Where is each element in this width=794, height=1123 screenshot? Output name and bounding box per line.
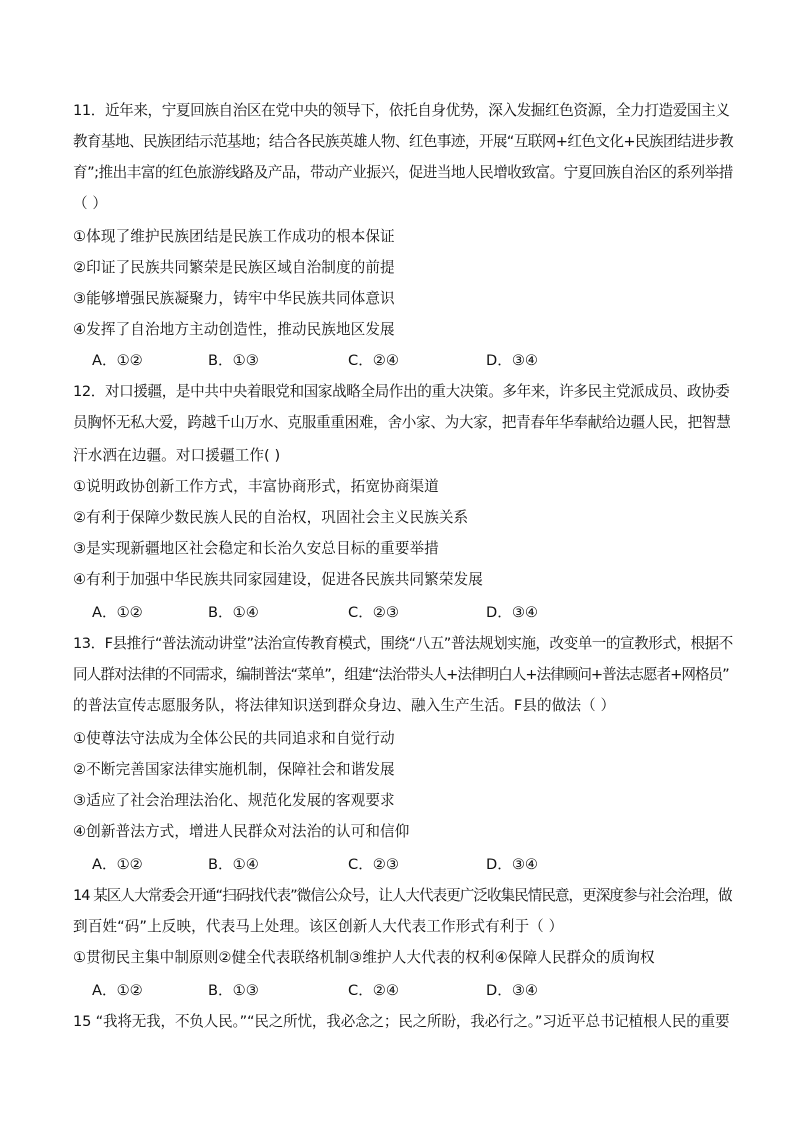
statement-4: ④创新普法方式，增进人民群众对法治的认可和信仰 <box>73 823 410 840</box>
question-stem-line: 汗水洒在边疆。对口援疆工作( ) <box>73 447 281 464</box>
statement-4: ④有利于加强中华民族共同家园建设，促进各民族共同繁荣发展 <box>73 571 483 588</box>
question-stem-line: 13．F县推行“普法流动讲堂”法治宣传教育模式，围绕“八五”普法规划实施，改变单一的宣教形式，根据不 <box>73 635 733 652</box>
question-stem-line: 12．对口援疆，是中共中央着眼党和国家战略全局作出的重大决策。多年来，许多民主党派成员、政协委 <box>73 383 730 400</box>
question-stem-line: 14 某区人大常委会开通“扫码找代表”微信公众号，让人大代表更广泛收集民情民意，更深度参与社会治理，做 <box>73 887 732 904</box>
question-stem-line: 员胸怀无私大爱，跨越千山万水、克服重重困难，舍小家、为大家，把青春年华奉献给边疆人民，把智慧 <box>73 414 731 431</box>
option-a[interactable]: A．①② <box>92 982 143 999</box>
statement-2: ②不断完善国家法律实施机制，保障社会和谐发展 <box>73 761 395 778</box>
option-b[interactable]: B．①③ <box>208 982 259 999</box>
options-row <box>92 981 732 1001</box>
option-a[interactable]: A．①② <box>92 604 143 621</box>
statement-1: ①体现了维护民族团结是民族工作成功的根本保证 <box>73 228 395 245</box>
option-d[interactable]: D．③④ <box>486 982 538 999</box>
statement-2: ②有利于保障少数民族人民的自治权，巩固社会主义民族关系 <box>73 509 469 526</box>
statement-1: ①使尊法守法成为全体公民的共同追求和自觉行动 <box>73 730 395 747</box>
answer-bracket: （ ） <box>73 195 108 212</box>
statement-2: ②印证了民族共同繁荣是民族区域自治制度的前提 <box>73 259 395 276</box>
question-stem-line: 15 “我将无我，不负人民。”“民之所忧，我必念之；民之所盼，我必行之。”习近平总书记植根人民的重要 <box>73 1013 730 1030</box>
option-a[interactable]: A．①② <box>92 856 143 873</box>
question-stem-line: 的普法宣传志愿服务队，将法律知识送到群众身边、融入生产生活。F县的做法（ ） <box>73 697 616 714</box>
option-b[interactable]: B．①④ <box>208 856 259 873</box>
question-stem-line: 教育基地、民族团结示范基地；结合各民族英雄人物、红色事迹，开展“互联网+红色文化+民族团结进步教 <box>73 133 733 150</box>
option-d[interactable]: D．③④ <box>486 856 538 873</box>
options-row <box>92 855 732 875</box>
question-stem-line: 同人群对法律的不同需求，编制普法“菜单”，组建“法治带头人+法律明白人+法律顾问+普法志愿者+网格员” <box>73 666 729 683</box>
option-d[interactable]: D．③④ <box>486 604 538 621</box>
option-b[interactable]: B．①③ <box>208 352 259 369</box>
statement-4: ④发挥了自治地方主动创造性，推动民族地区发展 <box>73 321 395 338</box>
question-stem-line: 11．近年来，宁夏回族自治区在党中央的领导下，依托自身优势，深入发掘红色资源，全力打造爱国主义 <box>73 102 730 119</box>
statement-combined: ①贯彻民主集中制原则②健全代表联络机制③维护人大代表的权利④保障人民群众的质询权 <box>73 949 655 966</box>
statement-3: ③适应了社会治理法治化、规范化发展的客观要求 <box>73 792 395 809</box>
option-c[interactable]: C．②④ <box>348 352 399 369</box>
statement-1: ①说明政协创新工作方式，丰富协商形式，拓宽协商渠道 <box>73 478 439 495</box>
option-c[interactable]: C．②④ <box>348 982 399 999</box>
option-a[interactable]: A．①② <box>92 352 143 369</box>
option-c[interactable]: C．②③ <box>348 856 399 873</box>
option-b[interactable]: B．①④ <box>208 604 259 621</box>
statement-3: ③能够增强民族凝聚力，铸牢中华民族共同体意识 <box>73 290 395 307</box>
options-row <box>92 603 732 623</box>
question-stem-line: 育”;推出丰富的红色旅游线路及产品，带动产业振兴，促进当地人民增收致富。宁夏回族自治区的系列举措 <box>73 164 733 181</box>
question-stem-line: 到百姓“码”上反映，代表马上处理。该区创新人大代表工作形式有利于（ ） <box>73 918 564 935</box>
option-d[interactable]: D．③④ <box>486 352 538 369</box>
statement-3: ③是实现新疆地区社会稳定和长治久安总目标的重要举措 <box>73 540 439 557</box>
options-row <box>92 351 732 371</box>
option-c[interactable]: C．②③ <box>348 604 399 621</box>
